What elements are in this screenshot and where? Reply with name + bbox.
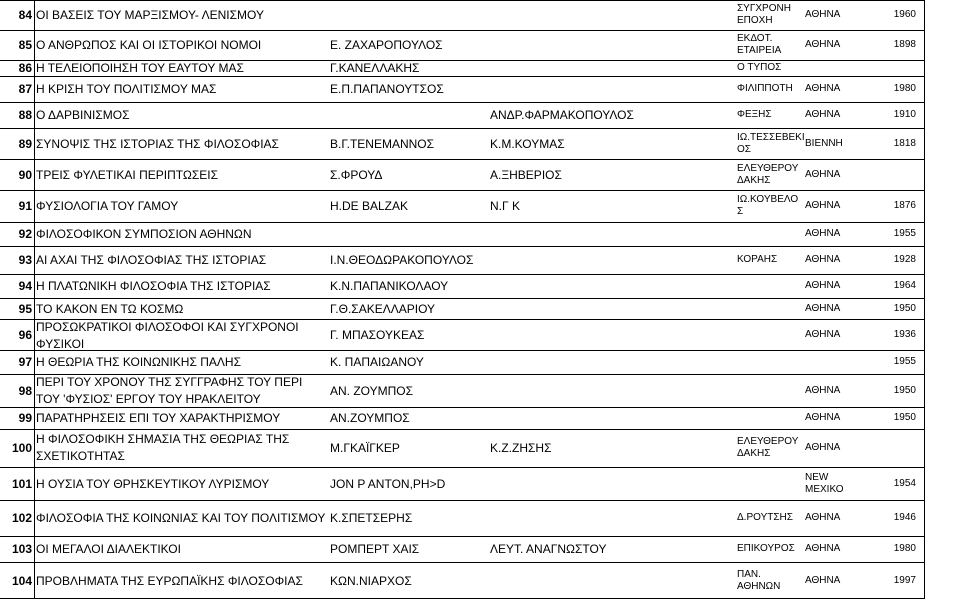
row-number: 101 — [11, 477, 32, 491]
table-row — [0, 159, 960, 190]
book-title: Η ΚΡΙΣΗ ΤΟΥ ΠΟΛΙΤΙΣΜΟΥ ΜΑΣ — [36, 82, 217, 96]
year: 1928 — [893, 254, 916, 265]
city: ΑΘΗΝΑ — [805, 575, 841, 586]
row-number: 99 — [18, 411, 32, 425]
row-number: 85 — [18, 38, 32, 52]
year: 1818 — [893, 138, 916, 149]
year: 1950 — [893, 303, 916, 314]
year: 1950 — [893, 412, 916, 423]
book-title: ΟΙ ΜΕΓΑΛΟΙ ΔΙΑΛΕΚΤΙΚΟΙ — [36, 542, 181, 556]
row-number: 91 — [18, 199, 32, 213]
author: Σ.ΦΡΟΥΔ — [330, 168, 383, 182]
year: 1898 — [893, 39, 916, 50]
row-number: 89 — [18, 137, 32, 151]
year: 1936 — [893, 329, 916, 340]
city: ΑΘΗΝΑ — [805, 39, 841, 50]
city: ΑΘΗΝΑ — [805, 109, 841, 120]
book-title: Ο ΑΝΘΡΩΠΟΣ ΚΑΙ ΟΙ ΙΣΤΟΡΙΚΟΙ ΝΟΜΟΙ — [36, 38, 262, 52]
year: 1946 — [893, 512, 916, 523]
city: ΑΘΗΝΑ — [805, 9, 841, 20]
author: Γ.ΚΑΝΕΛΛΑΚΗΣ — [330, 61, 420, 75]
translator: ΛΕΥΤ. ΑΝΑΓΝΩΣΤΟΥ — [490, 542, 607, 556]
table-row — [0, 102, 960, 128]
book-title: ΠΡΟΒΛΗΜΑΤΑ ΤΗΣ ΕΥΡΩΠΑΪΚΗΣ ΦΙΛΟΣΟΦΙΑΣ — [36, 574, 303, 588]
book-title: Η ΟΥΣΙΑ ΤΟΥ ΘΡΗΣΚΕΥΤΙΚΟΥ ΛΥΡΙΣΜΟΥ — [36, 477, 270, 491]
author: ΚΩΝ.ΝΙΑΡΧΟΣ — [330, 574, 412, 588]
book-title: ΤΡΕΙΣ ΦΥΛΕΤΙΚΑΙ ΠΕΡΙΠΤΩΣΕΙΣ — [36, 168, 219, 182]
row-number: 93 — [18, 253, 32, 267]
year: 1954 — [893, 478, 916, 489]
book-title: ΟΙ ΒΑΣΕΙΣ ΤΟΥ ΜΑΡΞΙΣΜΟΥ- ΛΕΝΙΣΜΟΥ — [36, 8, 264, 22]
year: 1955 — [893, 228, 916, 239]
row-number: 98 — [18, 384, 32, 398]
table-row — [0, 350, 960, 374]
city: ΑΘΗΝΑ — [805, 83, 841, 94]
translator: Κ.Μ.ΚΟΥΜΑΣ — [490, 137, 565, 151]
author: Γ. ΜΠΑΣΟΥΚΕΑΣ — [330, 328, 425, 342]
translator: N.Γ Κ — [490, 199, 520, 213]
year: 1980 — [893, 543, 916, 554]
row-number: 102 — [11, 511, 32, 525]
author: Κ.Ν.ΠΑΠΑΝΙΚΟΛΑΟΥ — [330, 279, 449, 293]
row-number: 97 — [18, 355, 32, 369]
table-row — [0, 76, 960, 102]
row-number: 104 — [11, 574, 32, 588]
table-row — [0, 500, 960, 536]
row-number: 103 — [11, 542, 32, 556]
author: Ε.Π.ΠΑΠΑΝΟΥΤΣΟΣ — [330, 82, 444, 96]
book-title: ΠΕΡΙ ΤΟΥ ΧΡΟΝΟΥ ΤΗΣ ΣΥΓΓΡΑΦΗΣ ΤΟΥ ΠΕΡΙ ΤΟΥ 'ΦΥΣΙΟΣ' ΕΡΓΟΥ ΤΟΥ ΗΡΑΚΛΕΙΤΟΥ — [36, 375, 303, 406]
year: 1960 — [893, 9, 916, 20]
year: 1950 — [893, 385, 916, 396]
city: ΑΘΗΝΑ — [805, 200, 841, 211]
year: 1876 — [893, 200, 916, 211]
table-row — [0, 60, 960, 76]
book-title: ΤΟ ΚΑΚΟΝ ΕΝ ΤΩ ΚΟΣΜΩ — [36, 302, 184, 316]
publisher: ΦΕΞΗΣ — [737, 109, 772, 120]
row-number: 92 — [18, 227, 32, 241]
author: Ε. ΖΑΧΑΡΟΠΟΥΛΟΣ — [330, 38, 443, 52]
year: 1964 — [893, 280, 916, 291]
publisher: ΚΟΡΑΗΣ — [737, 254, 778, 265]
table-row — [0, 429, 960, 467]
year: 1955 — [893, 356, 916, 367]
publisher: ΦΙΛΙΠΠΟΤΗ — [737, 83, 793, 94]
author: Κ. ΠΑΠΑΙΩΑΝΟΥ — [330, 355, 424, 369]
row-number: 95 — [18, 302, 32, 316]
city: ΑΘΗΝΑ — [805, 169, 841, 180]
table-row — [0, 374, 960, 407]
publisher: ΕΠΙΚΟΥΡΟΣ — [737, 543, 795, 554]
book-title: ΠΑΡΑΤΗΡΗΣΕΙΣ ΕΠΙ ΤΟΥ ΧΑΡΑΚΤΗΡΙΣΜΟΥ — [36, 411, 281, 425]
book-title: ΦΙΛΟΣΟΦΙΚΟΝ ΣΥΜΠΟΣΙΟΝ ΑΘΗΝΩΝ — [36, 227, 252, 241]
city: ΑΘΗΝΑ — [805, 412, 841, 423]
book-title: ΦΥΣΙΟΛΟΓΙΑ ΤΟΥ ΓΑΜΟΥ — [36, 199, 179, 213]
table-row — [0, 467, 960, 500]
year: 1910 — [893, 109, 916, 120]
city: ΑΘΗΝΑ — [805, 543, 841, 554]
row-number: 88 — [18, 108, 32, 122]
translator: ΑΝΔΡ.ΦΑΡΜΑΚΟΠΟΥΛΟΣ — [490, 108, 634, 122]
row-number: 84 — [18, 8, 32, 22]
row-number: 86 — [18, 61, 32, 75]
city: ΑΘΗΝΑ — [805, 385, 841, 396]
author: ΑΝ. ΖΟΥΜΠΟΣ — [330, 384, 414, 398]
book-title: ΦΙΛΟΣΟΦΙΑ ΤΗΣ ΚΟΙΝΩΝΙΑΣ ΚΑΙ ΤΟΥ ΠΟΛΙΤΙΣΜΟΥ — [36, 511, 326, 525]
publisher: ΕΛΕΥΘΕΡΟΥ ΔΑΚΗΣ — [737, 163, 799, 186]
table-row — [0, 190, 960, 222]
city: NEW ΜΕΧΙΚΟ — [805, 472, 844, 495]
row-number: 96 — [18, 328, 32, 342]
book-title: ΣΥΝΟΨΙΣ ΤΗΣ ΙΣΤΟΡΙΑΣ ΤΗΣ ΦΙΛΟΣΟΦΙΑΣ — [36, 137, 279, 151]
publisher: ΠΑΝ. ΑΘΗΝΩΝ — [737, 569, 781, 592]
author: ΡΟΜΠΕΡΤ ΧΑΙΣ — [330, 542, 420, 556]
publisher: ΕΛΕΥΘΕΡΟΥ ΔΑΚΗΣ — [737, 436, 799, 459]
city: ΑΘΗΝΑ — [805, 442, 841, 453]
book-title: ΠΡΟΣΩΚΡΑΤΙΚΟΙ ΦΙΛΟΣΟΦΟΙ ΚΑΙ ΣΥΓΧΡΟΝΟΙ ΦΥΣΙΚΟΙ — [36, 320, 299, 351]
city: ΑΘΗΝΑ — [805, 329, 841, 340]
row-number: 100 — [11, 441, 32, 455]
translator: Κ.Ζ.ΖΗΣΗΣ — [490, 441, 552, 455]
book-title: Η ΤΕΛΕΙΟΠΟΙΗΣΗ ΤΟΥ ΕΑΥΤΟΥ ΜΑΣ — [36, 61, 244, 75]
book-title: Ο ΔΑΡΒΙΝΙΣΜΟΣ — [36, 108, 130, 122]
table-row — [0, 274, 960, 298]
row-number: 87 — [18, 82, 32, 96]
publisher: ΙΩ.ΤΕΣΣΕΒΕΚΙ ΟΣ — [737, 132, 805, 155]
author: Μ.ΓΚΑΪΓΚΕΡ — [330, 441, 400, 455]
author: Β.Γ.ΤΕΝΕΜΑΝΝΟΣ — [330, 137, 435, 151]
table-row — [0, 128, 960, 159]
table-row — [0, 319, 960, 350]
table-row — [0, 0, 960, 30]
publisher: Ο ΤΥΠΟΣ — [737, 62, 782, 73]
table-row — [0, 562, 960, 600]
row-number: 94 — [18, 279, 32, 293]
translator: Α.ΞΗΒΕΡΙΟΣ — [490, 168, 562, 182]
book-title: Η ΦΙΛΟΣΟΦΙΚΗ ΣΗΜΑΣΙΑ ΤΗΣ ΘΕΩΡΙΑΣ ΤΗΣ ΣΧΕΤΙΚΟΤΗΤΑΣ — [36, 432, 290, 463]
author: ΑΝ.ΖΟΥΜΠΟΣ — [330, 411, 410, 425]
table-row — [0, 222, 960, 246]
author: Κ.ΣΠΕΤΣΕΡΗΣ — [330, 511, 413, 525]
author: Γ.Θ.ΣΑΚΕΛΛΑΡΙΟΥ — [330, 302, 436, 316]
book-title: ΑΙ ΑΧΑΙ ΤΗΣ ΦΙΛΟΣΟΦΙΑΣ ΤΗΣ ΙΣΤΟΡΙΑΣ — [36, 253, 267, 267]
table-row — [0, 298, 960, 319]
author: Ι.Ν.ΘΕΟΔΩΡΑΚΟΠΟΥΛΟΣ — [330, 253, 474, 267]
table-row — [0, 246, 960, 274]
author: H.DE BALZAK — [330, 199, 409, 213]
table-row — [0, 407, 960, 429]
city: ΑΘΗΝΑ — [805, 512, 841, 523]
city: ΑΘΗΝΑ — [805, 280, 841, 291]
year: 1997 — [893, 575, 916, 586]
city: ΑΘΗΝΑ — [805, 254, 841, 265]
row-number: 90 — [18, 168, 32, 182]
book-title: Η ΘΕΩΡΙΑ ΤΗΣ ΚΟΙΝΩΝΙΚΗΣ ΠΑΛΗΣ — [36, 355, 241, 369]
publisher: Δ.ΡΟΥΤΣΗΣ — [737, 512, 793, 523]
publisher: ΣΥΓΧΡΟΝΗ ΕΠΟΧΗ — [737, 3, 791, 26]
city: ΑΘΗΝΑ — [805, 228, 841, 239]
table-row — [0, 536, 960, 562]
year: 1980 — [893, 83, 916, 94]
publisher: ΙΩ.ΚΟΥΒΕΛΟ Σ — [737, 194, 799, 217]
city: ΑΘΗΝΑ — [805, 303, 841, 314]
book-title: Η ΠΛΑΤΩΝΙΚΗ ΦΙΛΟΣΟΦΙΑ ΤΗΣ ΙΣΤΟΡΙΑΣ — [36, 279, 271, 293]
publisher: ΕΚΔΟΤ. ΕΤΑΙΡΕΙΑ — [737, 33, 782, 56]
table-row — [0, 30, 960, 60]
city: ΒΙΕΝΝΗ — [805, 138, 843, 149]
author: JON P ANTON,PH>D — [330, 477, 446, 491]
